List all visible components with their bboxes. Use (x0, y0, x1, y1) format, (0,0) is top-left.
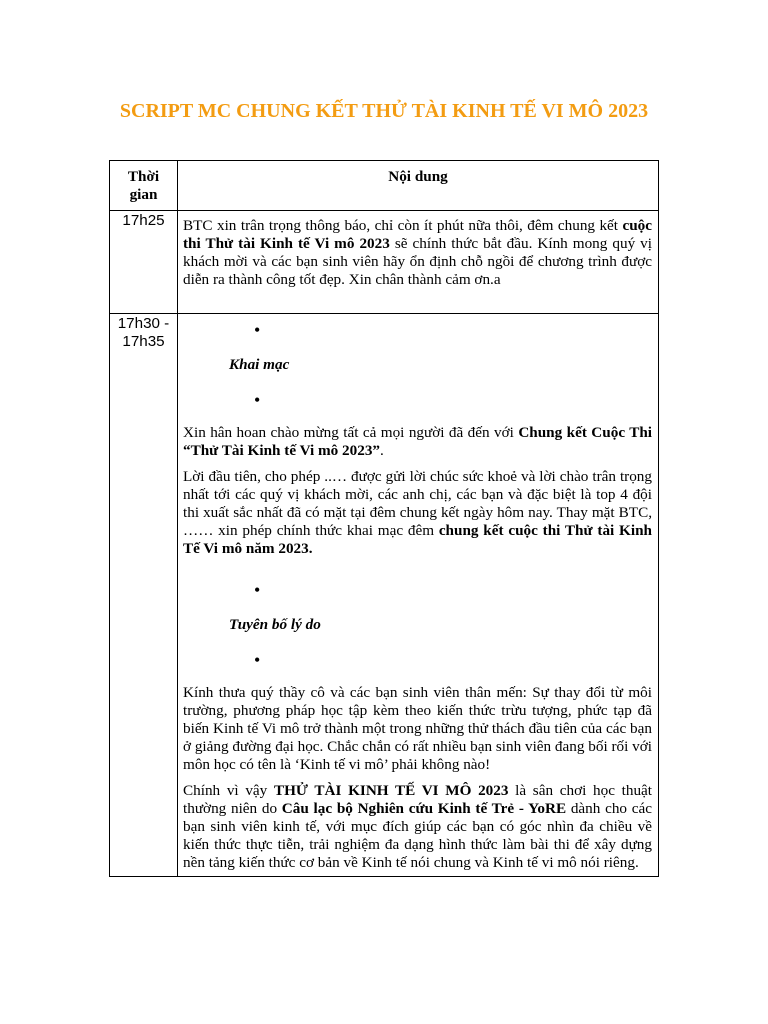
text-run: là sân chơi học thuật thường niên do (183, 782, 652, 817)
reason-paragraph: Kính thưa quý thầy cô và các bạn sinh viên thân mến: Sự thay đổi từ môi trường, phương pháp học tập kèm theo kiến thức trừu tượng, phức tạp đã biến Kinh tế Vi mô trở thành một trong những thử thách đầu tiên của các bạn ở giảng đường đại học. Chắc chắn có rất nhiều bạn sinh viên đang bối rối với môn học có tên là ‘Kinh tế vi mô’ phải không nào! (183, 684, 652, 773)
script-table (109, 160, 659, 877)
bold-run: Câu lạc bộ Nghiên cứu Kinh tế Trẻ - YoRE (281, 800, 567, 817)
text-run: . (380, 442, 384, 459)
opening-paragraph (183, 468, 652, 558)
table-row (110, 314, 659, 877)
bold-run: chung kết cuộc thi Thử tài Kinh Tế Vi mô năm 2023. (183, 522, 652, 557)
text-run: sẽ chính thức bắt đầu. Kính mong quý vị khách mời và các bạn sinh viên hãy ổn định chỗ ngồi để chương trình được diễn ra thành công tốt đẹp. Xin chân thành cảm ơn.a (183, 235, 652, 288)
text-run: BTC xin trân trọng thông báo, chỉ còn ít phút nữa thôi, đêm chung kết (183, 217, 623, 234)
text-run: Chính vì vậy (183, 782, 274, 799)
bold-run: Chung kết Cuộc Thi “Thử Tài Kinh tế Vi mô 2023” (183, 424, 653, 459)
header-content: Nội dung (178, 161, 659, 211)
bullet-marker: • (254, 320, 261, 340)
welcome-paragraph (183, 424, 652, 460)
row-time: 17h25 (110, 211, 178, 314)
text-run: Lời đầu tiên, cho phép ..… được gửi lời chúc sức khoẻ và lời chào trân trọng nhất tới các quý vị khách mời, các anh chị, các bạn và đặc biệt là top 4 đội thi xuất sắc nhất đã có mặt tại đêm chung kết ngày hôm nay. Thay mặt BTC, …… xin phép chính thức khai mạc đêm (183, 468, 652, 539)
bold-run: THỬ TÀI KINH TẾ VI MÔ 2023 (273, 782, 509, 799)
intro-paragraph (183, 782, 652, 872)
section-heading-opening: Khai mạc (229, 356, 290, 373)
table-header-row (110, 161, 659, 211)
bullet-marker: • (254, 650, 261, 670)
document-title: SCRIPT MC CHUNG KẾT THỬ TÀI KINH TẾ VI MÔ 2023 (119, 100, 649, 122)
text-run: dành cho các bạn sinh viên kinh tế, với mục đích giúp các bạn có góc nhìn đa chiều về kiến thức thực tiễn, trải nghiệm đa dạng hình thức làm bài thi để xây dựng nền tảng kiến thức cơ bản về Kinh tế nói chung và Kinh tế vi mô nói riêng. (183, 800, 652, 871)
row-time: 17h30 - 17h35 (110, 314, 178, 877)
text-run: Xin hân hoan chào mừng tất cả mọi người đã đến với (183, 424, 519, 441)
row-content (178, 314, 659, 877)
row-content (178, 211, 659, 314)
table-row (110, 211, 659, 314)
bold-run: cuộc thi Thử tài Kinh tế Vi mô 2023 (183, 217, 652, 252)
bullet-marker: • (254, 580, 261, 600)
header-time: Thời gian (110, 161, 178, 211)
bullet-marker: • (254, 390, 261, 410)
section-heading-reason: Tuyên bố lý do (229, 616, 321, 633)
announcement-paragraph (183, 217, 652, 289)
